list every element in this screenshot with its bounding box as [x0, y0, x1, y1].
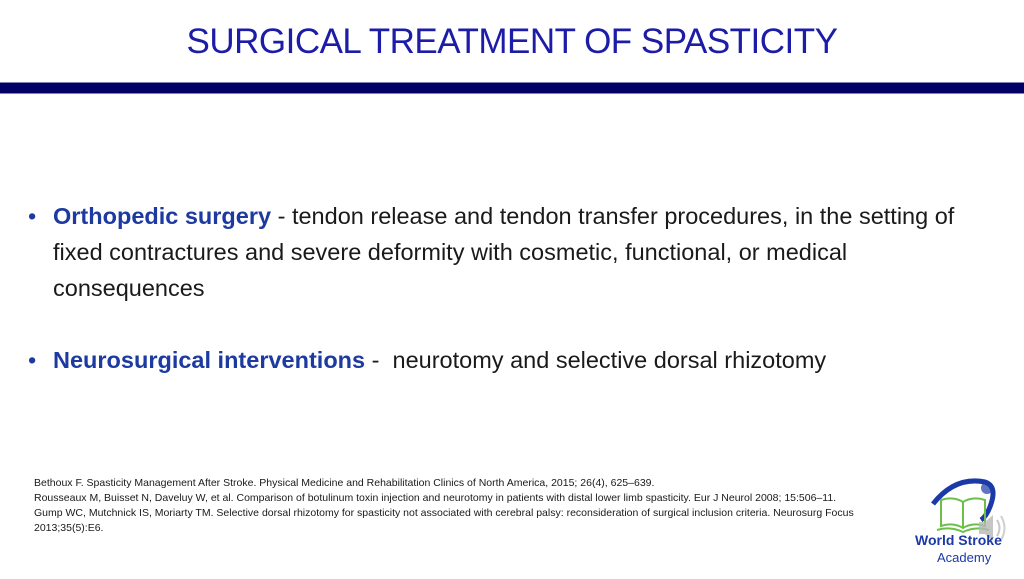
- reference-item: Gump WC, Mutchnick IS, Moriarty TM. Selective dorsal rhizotomy for spasticity not associated with cerebral palsy: reconsideration of surgical inclusion criteria. Neurosurg Focus 2013;35(5):E6.: [34, 507, 854, 534]
- references: [34, 476, 954, 536]
- bullet-text: - neurotomy and selective dorsal rhizotomy: [365, 347, 827, 373]
- slide-title: SURGICAL TREATMENT OF SPASTICITY: [186, 22, 838, 61]
- bullet-item: [28, 198, 988, 306]
- logo-line1: World Stroke: [915, 532, 1002, 548]
- reference-item: Rousseaux M, Buisset N, Daveluy W, et al. Comparison of botulinum toxin injection and neurotomy in patients with distal lower limb spasticity. Eur J Neurol 2008; 15:506–11.: [34, 492, 837, 504]
- reference-item: Bethoux F. Spasticity Management After Stroke. Physical Medicine and Rehabilitation Clinics of North America, 2015; 26(4), 625–639.: [34, 477, 655, 489]
- bullet-icon: •: [28, 203, 37, 229]
- bullet-icon: •: [28, 347, 37, 373]
- bullet-text: - tendon release and tendon transfer procedures, in the setting of fixed contractures and severe deformity with cosmetic, functional, or medical consequences: [53, 203, 955, 301]
- bullet-item: [28, 342, 988, 378]
- header-divider-bar: [0, 82, 1024, 94]
- bullet-list: [28, 198, 988, 378]
- world-stroke-academy-logo: [905, 474, 1020, 574]
- bullet-term: Orthopedic surgery: [53, 203, 272, 229]
- logo-line2: Academy: [937, 550, 992, 565]
- bullet-term: Neurosurgical interventions: [53, 347, 366, 373]
